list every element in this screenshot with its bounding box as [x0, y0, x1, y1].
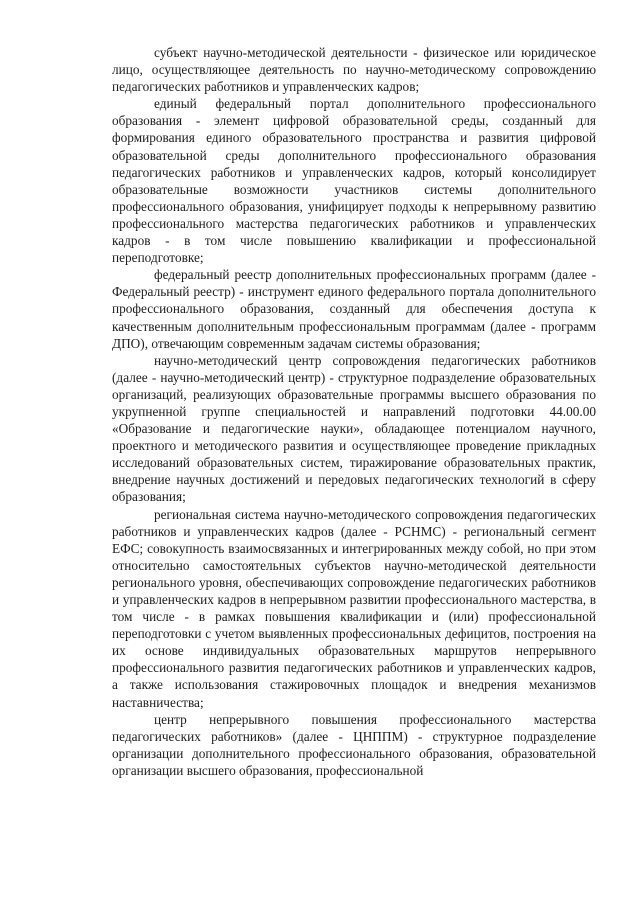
paragraph-cnppm: центр непрерывного повышения профессионального мастерства педагогических работников» (далее - ЦНППМ) - структурное подразделение организации дополнительного профессионального образования, образовательной организации высшего образования, профессиональной — [112, 711, 596, 778]
paragraph-regional-system: региональная система научно-методического сопровождения педагогических работников и управленческих кадров (далее - РСНМС) - региональный сегмент ЕФС; совокупность взаимосвязанных и интегрированных между собой, но при этом относительно самостоятельных субъектов научно-методической деятельности регионального уровня, обеспечивающих сопровождение педагогических работников и управленческих кадров в непрерывном развитии профессионального мастерства, в том числе - в рамках повышения квалификации и (или) профессиональной переподготовки с учетом выявленных профессиональных дефицитов, построения на их основе индивидуальных образовательных маршрутов непрерывного профессионального развития педагогических работников и управленческих кадров, а также использования стажировочных площадок и внедрения механизмов наставничества; — [112, 506, 596, 710]
paragraph-federal-portal: единый федеральный портал дополнительного профессионального образования - элемент цифровой образовательной среды, созданный для формирования единого образовательного пространства и развития цифровой образовательной среды дополнительного профессионального образования педагогических работников и управленческих кадров, который консолидирует образовательные возможности участников системы дополнительного профессионального образования, унифицирует подходы к непрерывному развитию профессионального мастерства педагогических работников и управленческих кадров - в том числе повышению квалификации и профессиональной переподготовке; — [112, 96, 596, 266]
document-page — [112, 44, 596, 779]
paragraph-subject-of-activity: субъект научно-методической деятельности - физическое или юридическое лицо, осуществляющее деятельность по научно-методическому сопровождению педагогических работников и управленческих кадров; — [112, 45, 596, 95]
paragraph-methodical-center: научно-методический центр сопровождения педагогических работников (далее - научно-методический центр) - структурное подразделение образовательных организаций, реализующих образовательные программы высшего образования по укрупненной группе специальностей и направлений подготовки 44.00.00 «Образование и педагогические науки», обладающее потенциалом научного, проектного и методического развития и осуществляющее проведение прикладных исследований образовательных систем, тиражирование образовательных практик, внедрение научных достижений и передовых педагогических технологий в сферу образования; — [112, 352, 596, 505]
paragraph-federal-registry: федеральный реестр дополнительных профессиональных программ (далее - Федеральный реестр) - инструмент единого федерального портала дополнительного профессионального образования, созданный для обеспечения доступа к качественным дополнительным профессиональным программам (далее - программ ДПО), отвечающим современным задачам системы образования; — [112, 267, 596, 351]
